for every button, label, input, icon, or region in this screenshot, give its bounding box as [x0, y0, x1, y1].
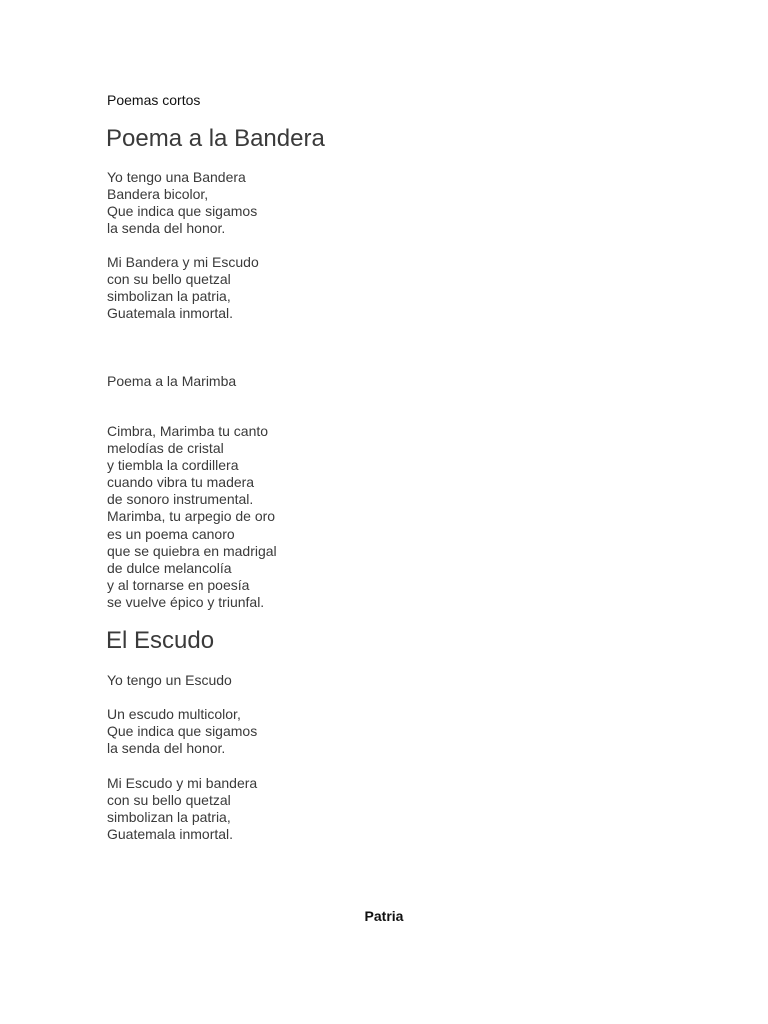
- poem-line: Guatemala inmortal.: [107, 826, 234, 843]
- poem-line: simbolizan la patria,: [107, 288, 231, 305]
- poem-line: la senda del honor.: [107, 740, 226, 757]
- poem-line: Mi Bandera y mi Escudo: [107, 254, 259, 270]
- poem-line: simbolizan la patria,: [107, 809, 231, 826]
- stanza-marimba-1: [107, 423, 277, 611]
- stanza-bandera-1: [107, 169, 257, 237]
- poem-line: de dulce melancolía: [107, 559, 232, 576]
- poem-line: la senda del honor.: [107, 220, 226, 237]
- poem-line: que se quiebra en madrigal: [107, 542, 277, 559]
- poem-line: melodías de cristal: [107, 440, 224, 457]
- poem-title-escudo: El Escudo: [106, 627, 215, 654]
- poem-title-marimba: Poema a la Marimba: [107, 373, 237, 389]
- poem-line: Marimba, tu arpegio de oro: [107, 508, 276, 525]
- poem-line: cuando vibra tu madera: [107, 474, 255, 491]
- poem-line: Bandera bicolor,: [107, 186, 209, 203]
- stanza-escudo-1: [107, 672, 232, 689]
- poem-line: con su bello quetzal: [107, 271, 231, 288]
- poem-line: con su bello quetzal: [107, 792, 231, 809]
- document-header: Poemas cortos: [107, 92, 201, 108]
- poem-line: y tiembla la cordillera: [107, 457, 239, 474]
- stanza-escudo-2: [107, 706, 257, 757]
- poem-line: de sonoro instrumental.: [107, 491, 254, 508]
- stanza-escudo-3: [107, 775, 257, 843]
- poem-line: es un poema canoro: [107, 525, 235, 542]
- poem-line: Yo tengo un Escudo: [107, 672, 232, 688]
- poem-line: se vuelve épico y triunfal.: [107, 593, 265, 610]
- poem-line: Que indica que sigamos: [107, 723, 258, 740]
- poem-line: Yo tengo una Bandera: [107, 169, 246, 185]
- poem-line: y al tornarse en poesía: [107, 576, 250, 593]
- poem-line: Un escudo multicolor,: [107, 706, 241, 722]
- stanza-bandera-2: [107, 254, 259, 322]
- poem-line: Cimbra, Marimba tu canto: [107, 423, 269, 439]
- poem-line: Que indica que sigamos: [107, 203, 258, 220]
- poem-line: Guatemala inmortal.: [107, 305, 234, 322]
- poem-title-bandera: Poema a la Bandera: [106, 125, 325, 152]
- section-title-patria: Patria: [364, 908, 404, 924]
- poem-line: Mi Escudo y mi bandera: [107, 775, 258, 791]
